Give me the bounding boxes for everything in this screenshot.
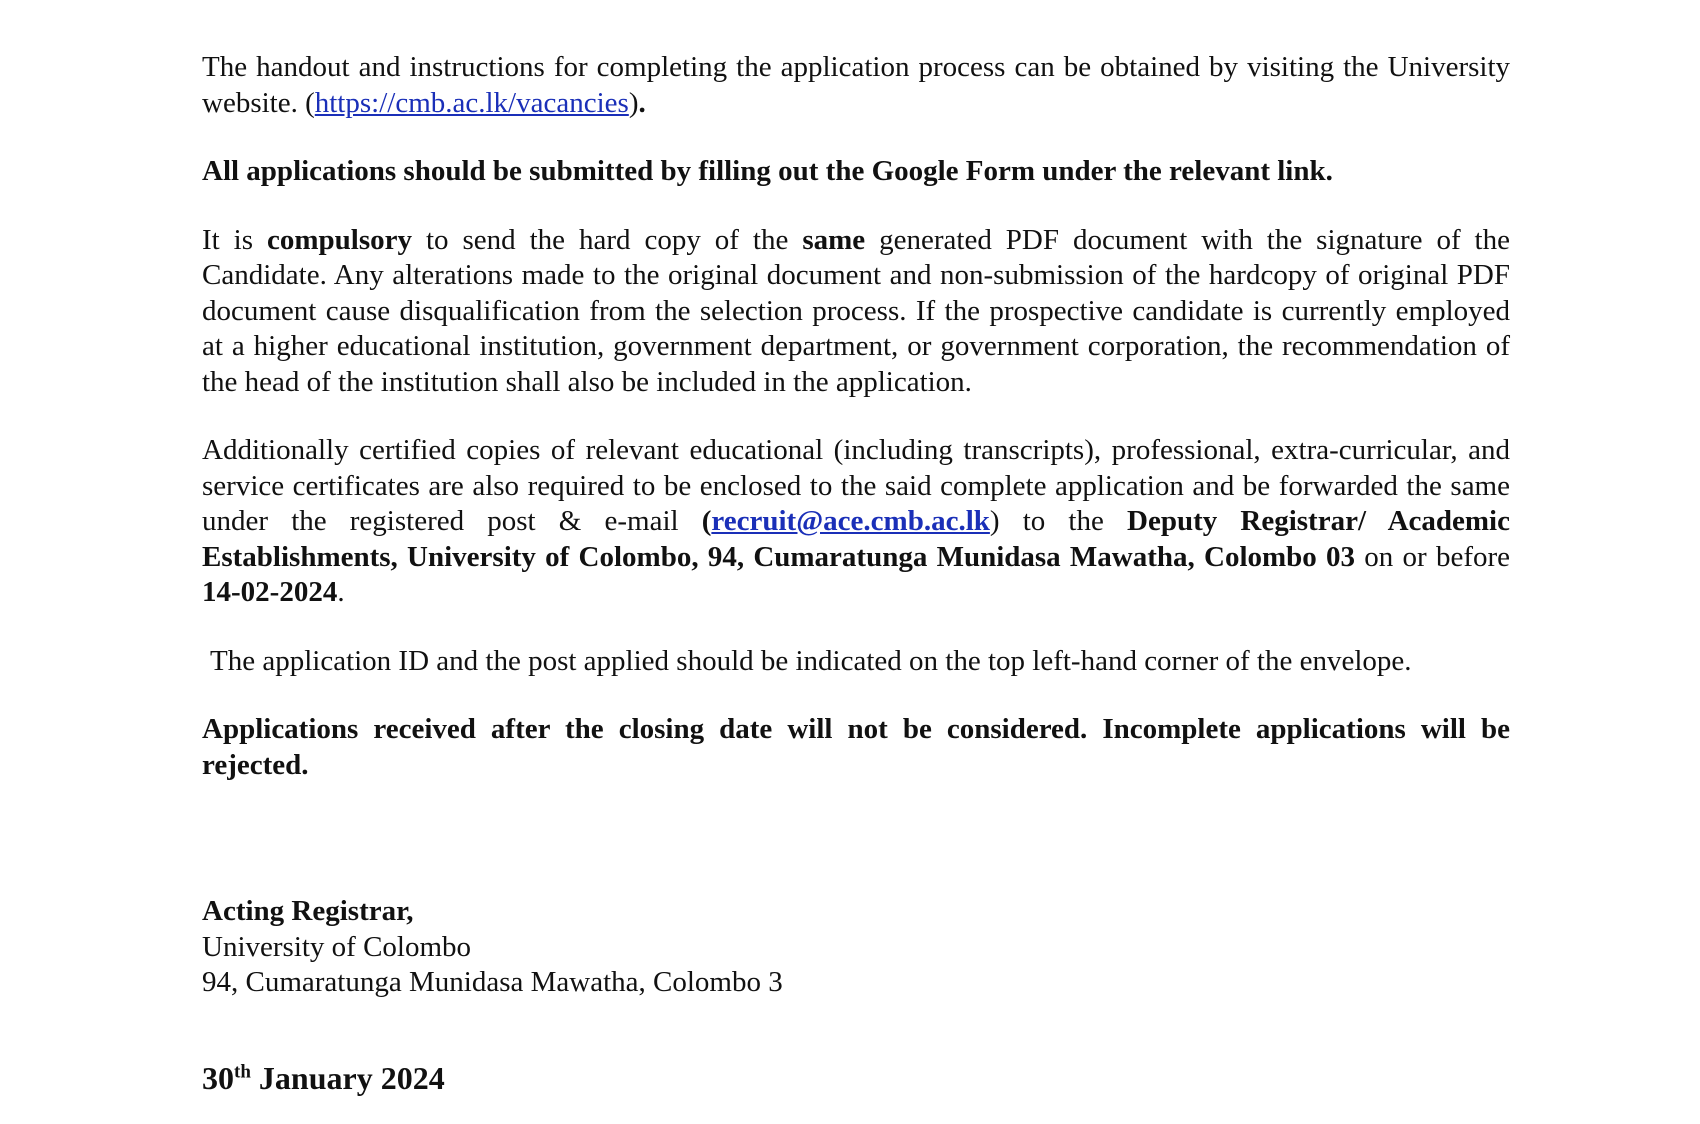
- certified-copies-text-3: on or before: [1355, 540, 1511, 573]
- email-open-paren: (: [701, 505, 712, 537]
- document-body: [202, 50, 1510, 816]
- deputy-registrar-address: Deputy Registrar/ Academic Establishments, University of Colombo, 94, Cumaratunga Munidasa Mawatha, Colombo 03: [202, 505, 1510, 573]
- vacancies-link[interactable]: https://cmb.ac.lk/vacancies: [314, 86, 629, 119]
- paragraph-hard-copy-requirement: [202, 223, 1510, 401]
- date-day-suffix: th: [234, 1061, 251, 1083]
- envelope-instructions-text: The application ID and the post applied should be indicated on the top left-hand corner of the envelope.: [210, 644, 1412, 677]
- signatory-address: 94, Cumaratunga Munidasa Mawatha, Colombo 3: [202, 966, 783, 998]
- google-form-notice-text: All applications should be submitted by filling out the Google Form under the relevant link.: [202, 155, 1333, 187]
- recruit-email-link[interactable]: recruit@ace.cmb.ac.lk: [711, 505, 990, 537]
- handout-period: .: [638, 86, 646, 119]
- certified-copies-text-2: ) to the: [989, 505, 1128, 537]
- signature-block: [202, 894, 783, 1001]
- paragraph-envelope-instructions: [202, 644, 1510, 680]
- same-emphasis: same: [802, 223, 866, 256]
- paragraph-google-form-notice: [202, 154, 1510, 190]
- signatory-organization: University of Colombo: [202, 930, 472, 963]
- signatory-title: Acting Registrar,: [202, 895, 414, 927]
- hard-copy-text-1: It is: [202, 223, 267, 256]
- handout-text: The handout and instructions for completing the application process can be obtained by visiting the University website. (: [202, 51, 1510, 119]
- paragraph-closing-warning: [202, 712, 1510, 783]
- paragraph-certified-copies: [202, 433, 1510, 611]
- compulsory-emphasis: compulsory: [266, 223, 412, 256]
- closing-warning-text: Applications received after the closing date will not be considered. Incomplete applications will be rejected.: [202, 713, 1510, 781]
- paragraph-handout-instructions: [202, 50, 1510, 121]
- certified-copies-text-1: Additionally certified copies of relevant educational (including transcripts), professional, extra-curricular, and service certificates are also required to be enclosed to the said complete application and be forwarded the same under the registered post & e-mail: [202, 434, 1510, 537]
- handout-text-close: ): [628, 86, 639, 119]
- date-day: 30: [202, 1060, 234, 1096]
- closing-date: 14-02-2024: [202, 576, 338, 608]
- hard-copy-text-2: to send the hard copy of the: [411, 223, 803, 256]
- document-date: [202, 1060, 445, 1096]
- date-month-year: January 2024: [250, 1060, 445, 1096]
- hard-copy-text-3: generated PDF document with the signature of the Candidate. Any alterations made to the original document and non-submission of the hardcopy of original PDF document cause disqualification from the selection process. If the prospective candidate is currently employed at a higher educational institution, government department, or government corporation, the recommendation of the head of the institution shall also be included in the application.: [202, 223, 1510, 398]
- certified-copies-text-4: .: [337, 576, 345, 608]
